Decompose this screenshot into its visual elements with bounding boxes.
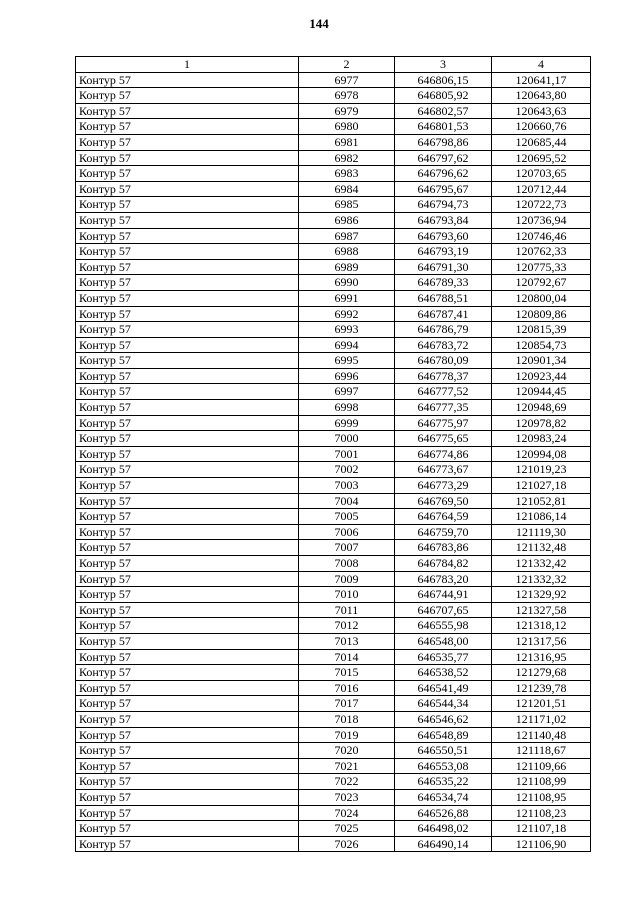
x-coordinate-cell: 646538,52	[395, 665, 492, 681]
point-number-cell: 7010	[299, 587, 395, 603]
contour-cell: Контур 57	[76, 821, 299, 837]
contour-cell: Контур 57	[76, 774, 299, 790]
x-coordinate-cell: 646793,60	[395, 228, 492, 244]
y-coordinate-cell: 121119,30	[492, 524, 591, 540]
y-coordinate-cell: 120746,46	[492, 228, 591, 244]
x-coordinate-cell: 646784,82	[395, 556, 492, 572]
x-coordinate-cell: 646535,22	[395, 774, 492, 790]
x-coordinate-cell: 646541,49	[395, 680, 492, 696]
x-coordinate-cell: 646787,41	[395, 306, 492, 322]
x-coordinate-cell: 646793,84	[395, 212, 492, 228]
table-row	[76, 72, 591, 88]
contour-cell: Контур 57	[76, 540, 299, 556]
y-coordinate-cell: 121140,48	[492, 727, 591, 743]
contour-cell: Контур 57	[76, 571, 299, 587]
x-coordinate-cell: 646777,35	[395, 400, 492, 416]
x-coordinate-cell: 646490,14	[395, 836, 492, 852]
table-row	[76, 758, 591, 774]
table-row	[76, 789, 591, 805]
y-coordinate-cell: 121279,68	[492, 665, 591, 681]
y-coordinate-cell: 120978,82	[492, 415, 591, 431]
contour-cell: Контур 57	[76, 353, 299, 369]
x-coordinate-cell: 646526,88	[395, 805, 492, 821]
point-number-cell: 7025	[299, 821, 395, 837]
y-coordinate-cell: 120703,65	[492, 166, 591, 182]
table-row	[76, 821, 591, 837]
x-coordinate-cell: 646788,51	[395, 290, 492, 306]
table-row	[76, 400, 591, 416]
point-number-cell: 7017	[299, 696, 395, 712]
point-number-cell: 7002	[299, 462, 395, 478]
contour-cell: Контур 57	[76, 587, 299, 603]
x-coordinate-cell: 646546,62	[395, 711, 492, 727]
table-row	[76, 446, 591, 462]
x-coordinate-cell: 646534,74	[395, 789, 492, 805]
table-row	[76, 415, 591, 431]
table-row	[76, 556, 591, 572]
x-coordinate-cell: 646778,37	[395, 368, 492, 384]
y-coordinate-cell: 121106,90	[492, 836, 591, 852]
y-coordinate-cell: 120854,73	[492, 337, 591, 353]
point-number-cell: 6988	[299, 244, 395, 260]
point-number-cell: 6993	[299, 322, 395, 338]
contour-cell: Контур 57	[76, 322, 299, 338]
point-number-cell: 6994	[299, 337, 395, 353]
y-coordinate-cell: 121108,95	[492, 789, 591, 805]
point-number-cell: 6999	[299, 415, 395, 431]
table-row	[76, 649, 591, 665]
y-coordinate-cell: 120994,08	[492, 446, 591, 462]
point-number-cell: 6983	[299, 166, 395, 182]
contour-cell: Контур 57	[76, 665, 299, 681]
x-coordinate-cell: 646780,09	[395, 353, 492, 369]
y-coordinate-cell: 120815,39	[492, 322, 591, 338]
point-number-cell: 7016	[299, 680, 395, 696]
table-row	[76, 275, 591, 291]
contour-cell: Контур 57	[76, 462, 299, 478]
contour-cell: Контур 57	[76, 836, 299, 852]
y-coordinate-cell: 121317,56	[492, 633, 591, 649]
point-number-cell: 7009	[299, 571, 395, 587]
y-coordinate-cell: 121332,32	[492, 571, 591, 587]
point-number-cell: 7018	[299, 711, 395, 727]
y-coordinate-cell: 120800,04	[492, 290, 591, 306]
y-coordinate-cell: 121109,66	[492, 758, 591, 774]
table-row	[76, 665, 591, 681]
x-coordinate-cell: 646796,62	[395, 166, 492, 182]
x-coordinate-cell: 646783,72	[395, 337, 492, 353]
column-header-4: 4	[492, 57, 591, 73]
point-number-cell: 7004	[299, 493, 395, 509]
contour-cell: Контур 57	[76, 228, 299, 244]
table-row	[76, 836, 591, 852]
page-number: 144	[309, 16, 329, 31]
y-coordinate-cell: 121201,51	[492, 696, 591, 712]
x-coordinate-cell: 646789,33	[395, 275, 492, 291]
contour-cell: Контур 57	[76, 400, 299, 416]
table-row	[76, 244, 591, 260]
table-body	[76, 72, 591, 852]
x-coordinate-cell: 646759,70	[395, 524, 492, 540]
point-number-cell: 7026	[299, 836, 395, 852]
x-coordinate-cell: 646707,65	[395, 602, 492, 618]
table-row	[76, 696, 591, 712]
contour-cell: Контур 57	[76, 758, 299, 774]
y-coordinate-cell: 120695,52	[492, 150, 591, 166]
point-number-cell: 7011	[299, 602, 395, 618]
x-coordinate-cell: 646783,86	[395, 540, 492, 556]
point-number-cell: 7013	[299, 633, 395, 649]
y-coordinate-cell: 120983,24	[492, 431, 591, 447]
table-row	[76, 88, 591, 104]
point-number-cell: 6985	[299, 197, 395, 213]
table-row	[76, 368, 591, 384]
x-coordinate-cell: 646535,77	[395, 649, 492, 665]
x-coordinate-cell: 646786,79	[395, 322, 492, 338]
table-row	[76, 290, 591, 306]
table-row	[76, 774, 591, 790]
contour-cell: Контур 57	[76, 259, 299, 275]
point-number-cell: 7023	[299, 789, 395, 805]
x-coordinate-cell: 646775,97	[395, 415, 492, 431]
y-coordinate-cell: 121316,95	[492, 649, 591, 665]
table-row	[76, 384, 591, 400]
y-coordinate-cell: 120923,44	[492, 368, 591, 384]
x-coordinate-cell: 646769,50	[395, 493, 492, 509]
x-coordinate-cell: 646548,00	[395, 633, 492, 649]
contour-cell: Контур 57	[76, 134, 299, 150]
table-row	[76, 150, 591, 166]
y-coordinate-cell: 121171,02	[492, 711, 591, 727]
contour-cell: Контур 57	[76, 711, 299, 727]
y-coordinate-cell: 120643,80	[492, 88, 591, 104]
point-number-cell: 6987	[299, 228, 395, 244]
coordinates-table	[75, 56, 591, 852]
contour-cell: Контур 57	[76, 290, 299, 306]
contour-cell: Контур 57	[76, 524, 299, 540]
point-number-cell: 7005	[299, 509, 395, 525]
x-coordinate-cell: 646794,73	[395, 197, 492, 213]
point-number-cell: 7020	[299, 743, 395, 759]
table-row	[76, 166, 591, 182]
contour-cell: Контур 57	[76, 743, 299, 759]
table-row	[76, 711, 591, 727]
y-coordinate-cell: 121052,81	[492, 493, 591, 509]
x-coordinate-cell: 646798,86	[395, 134, 492, 150]
table-row	[76, 322, 591, 338]
y-coordinate-cell: 120948,69	[492, 400, 591, 416]
contour-cell: Контур 57	[76, 166, 299, 182]
x-coordinate-cell: 646555,98	[395, 618, 492, 634]
contour-cell: Контур 57	[76, 493, 299, 509]
contour-cell: Контур 57	[76, 602, 299, 618]
table-row	[76, 212, 591, 228]
point-number-cell: 7024	[299, 805, 395, 821]
contour-cell: Контур 57	[76, 306, 299, 322]
column-header-3: 3	[395, 57, 492, 73]
contour-cell: Контур 57	[76, 727, 299, 743]
x-coordinate-cell: 646783,20	[395, 571, 492, 587]
x-coordinate-cell: 646802,57	[395, 103, 492, 119]
y-coordinate-cell: 121329,92	[492, 587, 591, 603]
table-row	[76, 119, 591, 135]
contour-cell: Контур 57	[76, 618, 299, 634]
point-number-cell: 7007	[299, 540, 395, 556]
contour-cell: Контур 57	[76, 384, 299, 400]
point-number-cell: 6980	[299, 119, 395, 135]
y-coordinate-cell: 120792,67	[492, 275, 591, 291]
x-coordinate-cell: 646548,89	[395, 727, 492, 743]
y-coordinate-cell: 120944,45	[492, 384, 591, 400]
x-coordinate-cell: 646544,34	[395, 696, 492, 712]
x-coordinate-cell: 646801,53	[395, 119, 492, 135]
contour-cell: Контур 57	[76, 88, 299, 104]
y-coordinate-cell: 121332,42	[492, 556, 591, 572]
column-header-1: 1	[76, 57, 299, 73]
contour-cell: Контур 57	[76, 789, 299, 805]
contour-cell: Контур 57	[76, 633, 299, 649]
table-row	[76, 259, 591, 275]
table-row	[76, 571, 591, 587]
table-row	[76, 805, 591, 821]
table-row	[76, 509, 591, 525]
y-coordinate-cell: 120722,73	[492, 197, 591, 213]
contour-cell: Контур 57	[76, 181, 299, 197]
point-number-cell: 6995	[299, 353, 395, 369]
y-coordinate-cell: 121086,14	[492, 509, 591, 525]
point-number-cell: 6996	[299, 368, 395, 384]
x-coordinate-cell: 646793,19	[395, 244, 492, 260]
point-number-cell: 6989	[299, 259, 395, 275]
x-coordinate-cell: 646805,92	[395, 88, 492, 104]
y-coordinate-cell: 120685,44	[492, 134, 591, 150]
y-coordinate-cell: 121318,12	[492, 618, 591, 634]
table-row	[76, 197, 591, 213]
point-number-cell: 6992	[299, 306, 395, 322]
contour-cell: Контур 57	[76, 556, 299, 572]
y-coordinate-cell: 120775,33	[492, 259, 591, 275]
x-coordinate-cell: 646764,59	[395, 509, 492, 525]
y-coordinate-cell: 121118,67	[492, 743, 591, 759]
table-row	[76, 727, 591, 743]
point-number-cell: 6981	[299, 134, 395, 150]
point-number-cell: 6978	[299, 88, 395, 104]
contour-cell: Контур 57	[76, 119, 299, 135]
point-number-cell: 6979	[299, 103, 395, 119]
point-number-cell: 7015	[299, 665, 395, 681]
x-coordinate-cell: 646795,67	[395, 181, 492, 197]
point-number-cell: 6977	[299, 72, 395, 88]
table-row	[76, 493, 591, 509]
point-number-cell: 7008	[299, 556, 395, 572]
point-number-cell: 6986	[299, 212, 395, 228]
table-row	[76, 181, 591, 197]
x-coordinate-cell: 646797,62	[395, 150, 492, 166]
contour-cell: Контур 57	[76, 368, 299, 384]
y-coordinate-cell: 121027,18	[492, 478, 591, 494]
x-coordinate-cell: 646773,67	[395, 462, 492, 478]
contour-cell: Контур 57	[76, 649, 299, 665]
point-number-cell: 6991	[299, 290, 395, 306]
y-coordinate-cell: 121019,23	[492, 462, 591, 478]
contour-cell: Контур 57	[76, 509, 299, 525]
table-row	[76, 680, 591, 696]
point-number-cell: 7012	[299, 618, 395, 634]
contour-cell: Контур 57	[76, 415, 299, 431]
point-number-cell: 6984	[299, 181, 395, 197]
contour-cell: Контур 57	[76, 212, 299, 228]
contour-cell: Контур 57	[76, 150, 299, 166]
point-number-cell: 7014	[299, 649, 395, 665]
point-number-cell: 7000	[299, 431, 395, 447]
x-coordinate-cell: 646774,86	[395, 446, 492, 462]
y-coordinate-cell: 121108,23	[492, 805, 591, 821]
table-row	[76, 602, 591, 618]
y-coordinate-cell: 121132,48	[492, 540, 591, 556]
point-number-cell: 6982	[299, 150, 395, 166]
table-row	[76, 462, 591, 478]
table-row	[76, 540, 591, 556]
y-coordinate-cell: 120901,34	[492, 353, 591, 369]
x-coordinate-cell: 646553,08	[395, 758, 492, 774]
table-row	[76, 618, 591, 634]
point-number-cell: 6997	[299, 384, 395, 400]
table-row	[76, 306, 591, 322]
y-coordinate-cell: 120736,94	[492, 212, 591, 228]
y-coordinate-cell: 121327,58	[492, 602, 591, 618]
x-coordinate-cell: 646791,30	[395, 259, 492, 275]
table-row	[76, 478, 591, 494]
table-row	[76, 353, 591, 369]
table-row	[76, 337, 591, 353]
x-coordinate-cell: 646550,51	[395, 743, 492, 759]
contour-cell: Контур 57	[76, 275, 299, 291]
table-row	[76, 524, 591, 540]
y-coordinate-cell: 120643,63	[492, 103, 591, 119]
y-coordinate-cell: 120660,76	[492, 119, 591, 135]
contour-cell: Контур 57	[76, 72, 299, 88]
point-number-cell: 7003	[299, 478, 395, 494]
y-coordinate-cell: 121239,78	[492, 680, 591, 696]
y-coordinate-cell: 120762,33	[492, 244, 591, 260]
table-row	[76, 633, 591, 649]
contour-cell: Контур 57	[76, 197, 299, 213]
point-number-cell: 7006	[299, 524, 395, 540]
x-coordinate-cell: 646777,52	[395, 384, 492, 400]
contour-cell: Контур 57	[76, 805, 299, 821]
contour-cell: Контур 57	[76, 244, 299, 260]
x-coordinate-cell: 646775,65	[395, 431, 492, 447]
y-coordinate-cell: 120641,17	[492, 72, 591, 88]
table-row	[76, 228, 591, 244]
table-row	[76, 587, 591, 603]
table-row	[76, 134, 591, 150]
point-number-cell: 6990	[299, 275, 395, 291]
point-number-cell: 7022	[299, 774, 395, 790]
y-coordinate-cell: 120809,86	[492, 306, 591, 322]
y-coordinate-cell: 120712,44	[492, 181, 591, 197]
x-coordinate-cell: 646498,02	[395, 821, 492, 837]
contour-cell: Контур 57	[76, 431, 299, 447]
table-row	[76, 743, 591, 759]
contour-cell: Контур 57	[76, 680, 299, 696]
y-coordinate-cell: 121108,99	[492, 774, 591, 790]
x-coordinate-cell: 646806,15	[395, 72, 492, 88]
x-coordinate-cell: 646773,29	[395, 478, 492, 494]
contour-cell: Контур 57	[76, 103, 299, 119]
table-header-row	[76, 57, 591, 73]
contour-cell: Контур 57	[76, 478, 299, 494]
y-coordinate-cell: 121107,18	[492, 821, 591, 837]
contour-cell: Контур 57	[76, 446, 299, 462]
point-number-cell: 7019	[299, 727, 395, 743]
table-row	[76, 431, 591, 447]
contour-cell: Контур 57	[76, 696, 299, 712]
column-header-2: 2	[299, 57, 395, 73]
point-number-cell: 6998	[299, 400, 395, 416]
point-number-cell: 7001	[299, 446, 395, 462]
contour-cell: Контур 57	[76, 337, 299, 353]
x-coordinate-cell: 646744,91	[395, 587, 492, 603]
table-row	[76, 103, 591, 119]
point-number-cell: 7021	[299, 758, 395, 774]
